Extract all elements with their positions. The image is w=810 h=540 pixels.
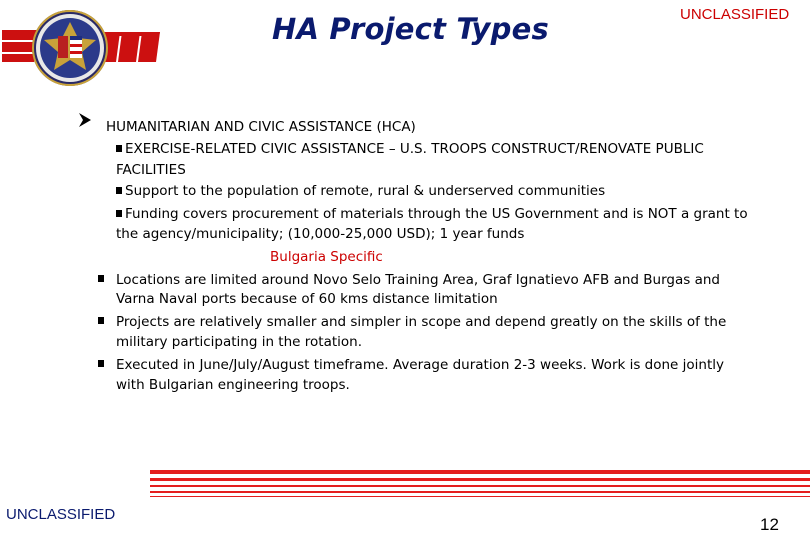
bulgaria-bullet-1-line-2: Varna Naval ports because of 60 kms distance limitation <box>116 291 498 307</box>
emblem-icon <box>32 10 108 86</box>
square-bullet-icon <box>116 187 122 194</box>
sub-bullet-3-line-2: the agency/municipality; (10,000-25,000 USD); 1 year funds <box>116 226 525 242</box>
header-logo <box>2 4 162 92</box>
main-bullet-text: HUMANITARIAN AND CIVIC ASSISTANCE (HCA) <box>106 119 416 135</box>
bulgaria-bullet-3-line-1: Executed in June/July/August timeframe. Average duration 2-3 weeks. Work is done jointly <box>116 357 725 373</box>
classification-banner-bottom: UNCLASSIFIED <box>6 506 116 523</box>
footer-stripe <box>150 485 810 487</box>
footer-stripe <box>150 496 810 497</box>
square-bullet-icon <box>116 145 122 152</box>
sub-bullet-2-line-1: Support to the population of remote, rural & underserved communities <box>116 181 605 202</box>
bulgaria-bullet-2-line-2: military participating in the rotation. <box>116 334 362 350</box>
arrowhead-bullet-icon <box>78 112 92 132</box>
bulgaria-bullet-2-line-1: Projects are relatively smaller and simpler in scope and depend greatly on the skills of the <box>116 314 727 330</box>
sub-bullet-1-line-2: FACILITIES <box>116 162 186 178</box>
footer-stripe <box>150 491 810 493</box>
square-bullet-icon <box>116 210 122 217</box>
square-bullet-icon <box>98 360 104 367</box>
square-bullet-icon <box>98 275 104 282</box>
sub-bullet-3-line-1: Funding covers procurement of materials through the US Government and is NOT a grant to <box>116 204 748 225</box>
bulgaria-bullet-3-line-2: with Bulgarian engineering troops. <box>116 377 350 393</box>
bulgaria-bullet-1-line-1: Locations are limited around Novo Selo Training Area, Graf Ignatievo AFB and Burgas and <box>116 272 720 288</box>
classification-banner-top: UNCLASSIFIED <box>680 6 790 23</box>
section-heading: Bulgaria Specific <box>270 249 383 265</box>
page-number: 12 <box>760 515 779 534</box>
square-bullet-icon <box>98 317 104 324</box>
page-title: HA Project Types <box>272 12 549 46</box>
footer-stripe <box>150 478 810 481</box>
sub-bullet-1-line-1: EXERCISE-RELATED CIVIC ASSISTANCE – U.S. TROOPS CONSTRUCT/RENOVATE PUBLIC <box>116 139 704 160</box>
footer-stripe <box>150 470 810 474</box>
